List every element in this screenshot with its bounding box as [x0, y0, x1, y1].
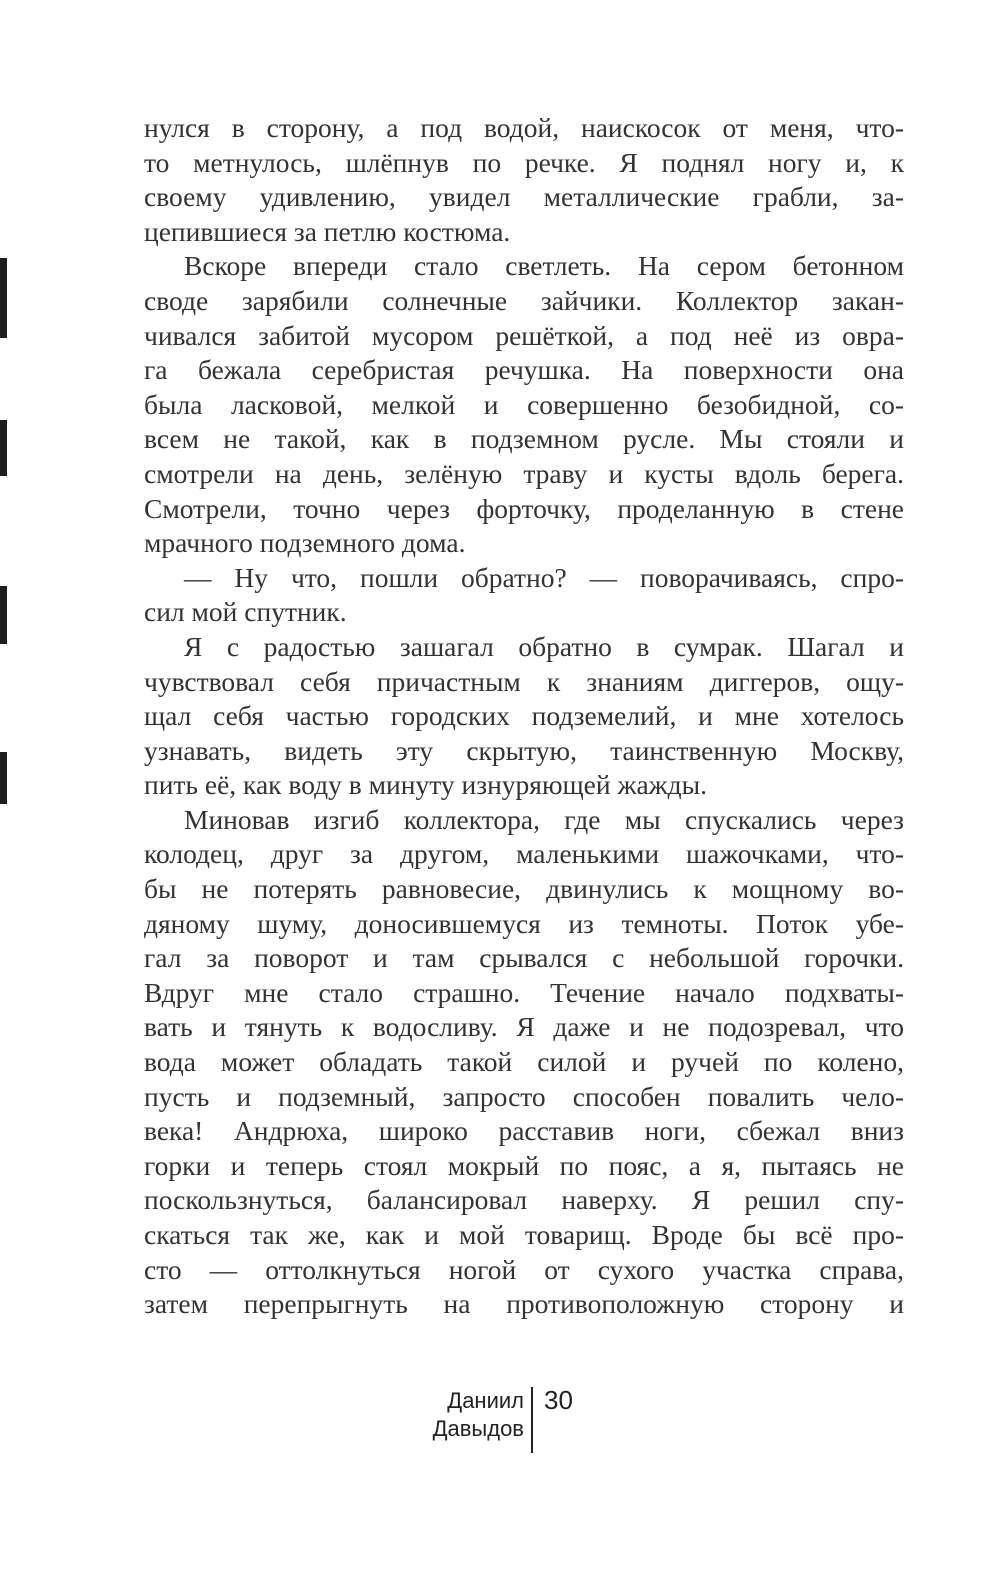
text-line: пусть и подземный, запросто способен повалить чело-	[144, 1080, 904, 1112]
text-line: сто — оттолкнуться ногой от сухого участка справа,	[144, 1253, 904, 1285]
text-line: пить её, как воду в минуту изнуряющей жажды.	[144, 769, 708, 801]
text-line: смотрели на день, зелёную траву и кусты вдоль берега.	[144, 457, 904, 489]
edge-mark	[0, 258, 7, 338]
text-line: щал себя частью городских подземелий, и мне хотелось	[144, 700, 904, 732]
text-line: мрачного подземного дома.	[144, 527, 466, 559]
edge-mark	[0, 752, 7, 804]
author-last-name: Давыдов	[432, 1416, 524, 1441]
text-line: своему удивлению, увидел металлические грабли, за-	[144, 181, 904, 213]
text-line: затем перепрыгнуть на противоположную сторону и	[144, 1288, 904, 1320]
text-line: была ласковой, мелкой и совершенно безобидной, со-	[144, 388, 904, 420]
page-edge-marks	[0, 0, 8, 1595]
body-text	[144, 111, 904, 1322]
text-line: вать и тянуть к водосливу. Я даже и не подозревал, что	[144, 1011, 904, 1043]
text-line: горки и теперь стоял мокрый по пояс, а я, пытаясь не	[144, 1149, 904, 1181]
text-line: узнавать, видеть эту скрытую, таинственную Москву,	[144, 734, 904, 766]
edge-mark	[0, 420, 7, 476]
page-footer	[300, 1387, 700, 1457]
text-line: своде зарябили солнечные зайчики. Коллектор закан-	[144, 284, 904, 316]
edge-mark	[0, 586, 7, 644]
text-line: поскользнуться, балансировал наверху. Я решил спу-	[144, 1184, 904, 1216]
footer-divider	[531, 1387, 533, 1453]
text-line: то метнулось, шлёпнув по речке. Я поднял ногу и, к	[144, 146, 904, 178]
text-line: — Ну что, пошли обратно? — поворачиваясь, спро-	[184, 561, 904, 593]
text-line: цепившиеся за петлю костюма.	[144, 215, 511, 247]
text-line: Смотрели, точно через форточку, проделанную в стене	[144, 492, 904, 524]
author-first-name: Даниил	[447, 1388, 524, 1413]
text-line: Миновав изгиб коллектора, где мы спускались через	[184, 803, 904, 835]
text-line: Вскоре впереди стало светлеть. На сером бетонном	[184, 250, 904, 282]
text-line: века! Андрюха, широко расставив ноги, сбежал вниз	[144, 1115, 904, 1147]
text-line: га бежала серебристая речушка. На поверхности она	[144, 354, 904, 386]
text-line: всем не такой, как в подземном русле. Мы стояли и	[144, 423, 904, 455]
text-line: сил мой спутник.	[144, 596, 347, 628]
text-line: нулся в сторону, а под водой, наискосок от меня, что-	[144, 112, 904, 143]
author-name	[433, 1387, 524, 1443]
text-line: дяному шуму, доносившемуся из темноты. Поток убе-	[144, 907, 904, 939]
text-line: чувствовал себя причастным к знаниям диггеров, ощу-	[144, 665, 904, 697]
text-line: бы не потерять равновесие, двинулись к мощному во-	[144, 873, 904, 905]
text-line: Я с радостью зашагал обратно в сумрак. Шагал и	[184, 630, 904, 662]
text-line: Вдруг мне стало страшно. Течение начало подхваты-	[144, 976, 904, 1008]
page-number: 30	[544, 1385, 573, 1415]
text-line: чивался забитой мусором решёткой, а под неё из овра-	[144, 319, 904, 351]
text-line: гал за поворот и там срывался с небольшой горочки.	[144, 942, 904, 974]
text-line: скаться так же, как и мой товарищ. Вроде бы всё про-	[144, 1219, 904, 1250]
text-line: колодец, друг за другом, маленькими шажочками, что-	[144, 838, 904, 870]
text-line: вода может обладать такой силой и ручей по колено,	[144, 1046, 904, 1078]
